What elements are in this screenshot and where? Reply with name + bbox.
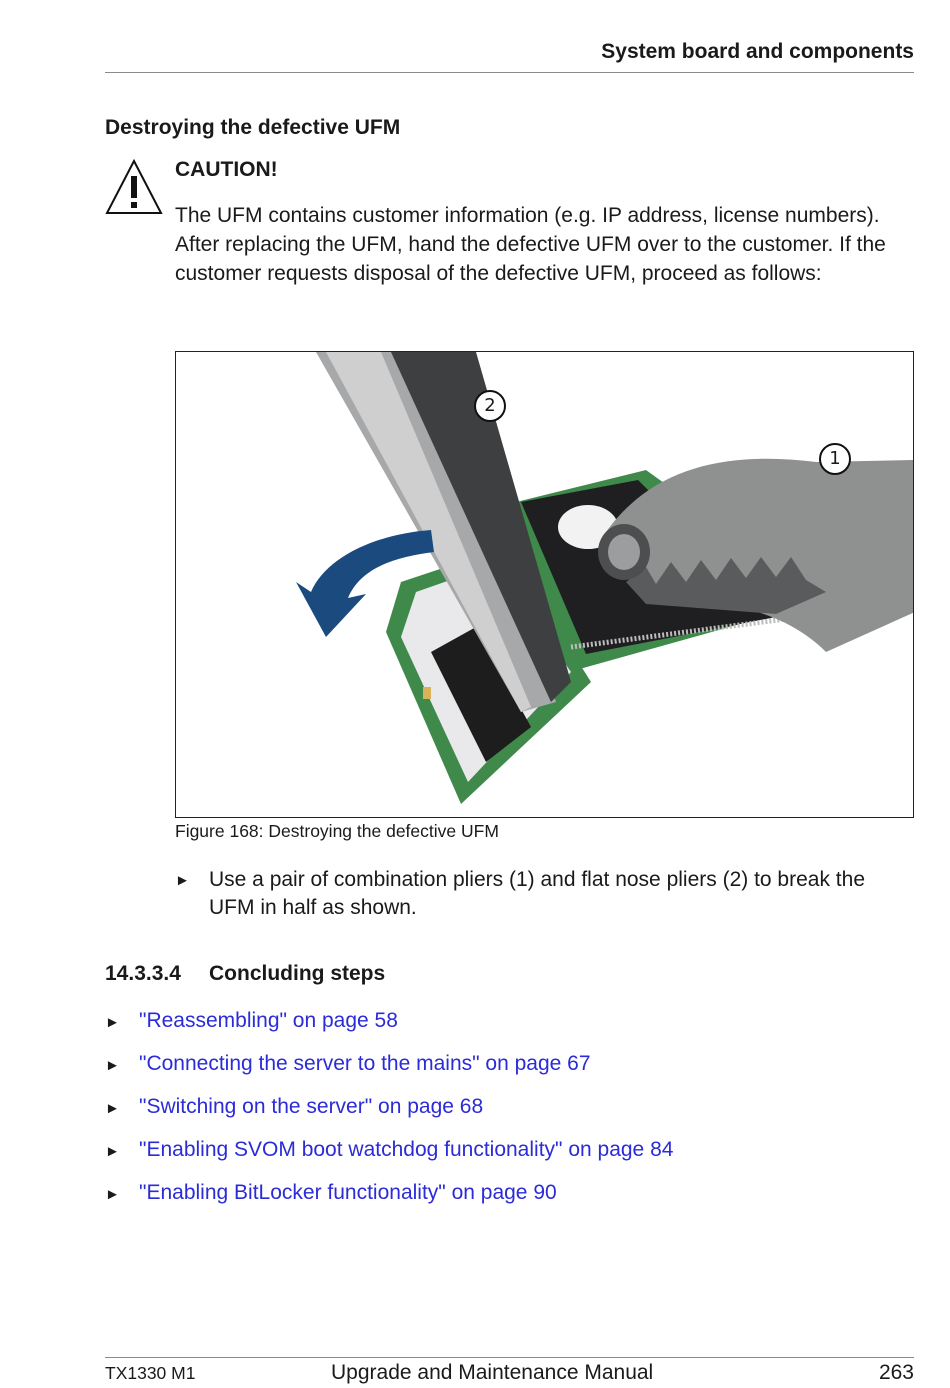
bullet-arrow-icon: ► <box>105 1186 120 1203</box>
subsection-number: 14.3.3.4 <box>105 962 181 985</box>
link-enabling-bitlocker[interactable]: "Enabling BitLocker functionality" on page 90 <box>139 1181 557 1204</box>
bullet-arrow-icon: ► <box>175 872 190 889</box>
list-item <box>105 1052 915 1095</box>
list-item <box>105 1181 915 1224</box>
bullet-arrow-icon: ► <box>105 1100 120 1117</box>
concluding-steps-list <box>105 1009 915 1224</box>
step-text: Use a pair of combination pliers (1) and flat nose pliers (2) to break the UFM in half as shown. <box>209 868 865 919</box>
link-switching-on-server[interactable]: "Switching on the server" on page 68 <box>139 1095 484 1118</box>
footer-manual-title: Upgrade and Maintenance Manual <box>331 1361 654 1384</box>
bullet-arrow-icon: ► <box>105 1014 120 1031</box>
figure-ufm-destroying <box>175 351 914 818</box>
bullet-arrow-icon: ► <box>105 1143 120 1160</box>
footer-page-number: 263 <box>878 1361 914 1384</box>
footer-model: TX1330 M1 <box>105 1363 196 1383</box>
caution-label: CAUTION! <box>175 158 278 181</box>
callout-1: 1 <box>819 443 851 475</box>
step-instruction <box>175 866 915 922</box>
footer-divider <box>105 1357 914 1358</box>
callout-2: 2 <box>474 390 506 422</box>
page-header-title: System board and components <box>601 40 914 63</box>
list-item <box>105 1095 915 1138</box>
header-divider <box>105 72 914 73</box>
figure-caption: Figure 168: Destroying the defective UFM <box>175 821 499 841</box>
list-item <box>105 1138 915 1181</box>
subsection-title: Concluding steps <box>209 962 386 985</box>
link-enabling-svom-watchdog[interactable]: "Enabling SVOM boot watchdog functionality" on page 84 <box>139 1138 674 1161</box>
subsection-heading <box>105 962 385 986</box>
pliers-illustration <box>176 352 914 818</box>
link-connecting-server-mains[interactable]: "Connecting the server to the mains" on page 67 <box>139 1052 591 1075</box>
caution-text: The UFM contains customer information (e.g. IP address, license numbers). After replacing the UFM, hand the defective UFM over to the customer. If the customer requests disposal of the defective UFM, proceed as follows: <box>175 204 886 285</box>
link-reassembling[interactable]: "Reassembling" on page 58 <box>139 1009 398 1032</box>
warning-triangle-icon <box>104 158 164 216</box>
bullet-arrow-icon: ► <box>105 1057 120 1074</box>
section-heading: Destroying the defective UFM <box>105 116 401 139</box>
list-item <box>105 1009 915 1052</box>
